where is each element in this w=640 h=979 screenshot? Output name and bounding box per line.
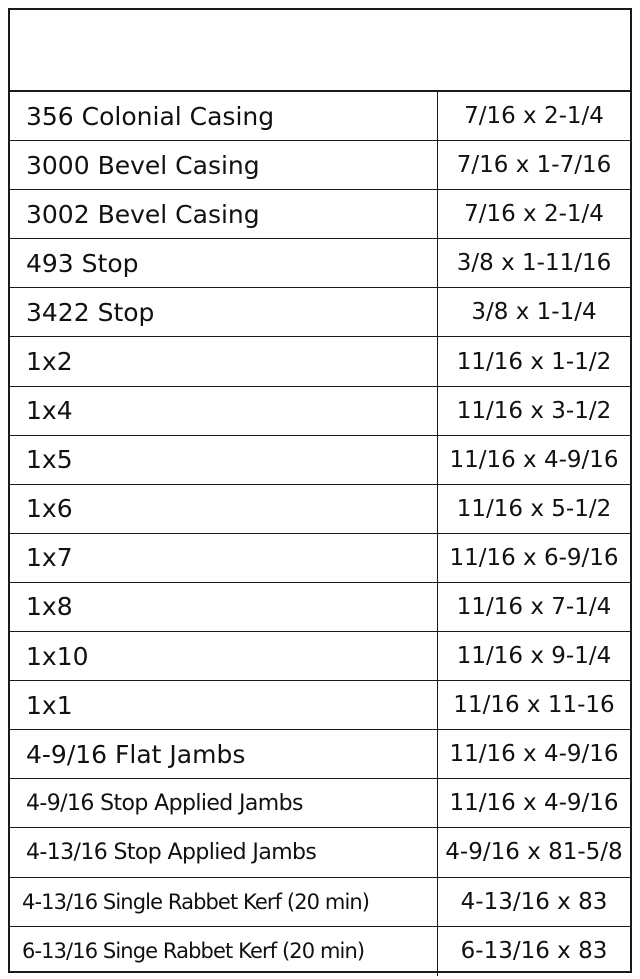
table-header-cell (10, 10, 630, 92)
item-size-cell: 11/16 x 7-1/4 (456, 593, 612, 620)
item-name-cell: 1x4 (10, 387, 438, 435)
item-name-cell: 356 Colonial Casing (10, 92, 438, 140)
item-size-cell: 11/16 x 9-1/4 (456, 643, 612, 670)
item-size-cell: 11/16 x 5-1/2 (456, 495, 612, 522)
item-size-cell: 11/16 x 1-1/2 (456, 348, 612, 375)
table-row (10, 288, 630, 337)
table-row (10, 681, 630, 730)
table-row (10, 387, 630, 436)
item-name-cell: 1x10 (10, 632, 438, 680)
item-name-cell: 1x8 (10, 583, 438, 631)
item-name-cell: 1x1 (10, 681, 438, 729)
table-row (10, 779, 630, 828)
item-name-cell: 1x6 (10, 485, 438, 533)
table-row (10, 828, 630, 877)
table-row (10, 730, 630, 779)
item-size-cell: 3/8 x 1-11/16 (456, 250, 612, 277)
table-row (10, 632, 630, 681)
table-row (10, 878, 630, 927)
table-row (10, 534, 630, 583)
item-size-cell: 3/8 x 1-1/4 (471, 299, 597, 326)
table-row (10, 927, 630, 976)
table-row (10, 436, 630, 485)
item-size-cell: 11/16 x 4-9/16 (449, 741, 619, 768)
item-name-cell: 4-9/16 Flat Jambs (10, 730, 438, 778)
table-row (10, 583, 630, 632)
table-row (10, 141, 630, 190)
table-row (10, 92, 630, 141)
item-name-cell: 4-13/16 Stop Applied Jambs (10, 828, 438, 876)
item-name-cell: 4-9/16 Stop Applied Jambs (10, 779, 438, 827)
item-name-cell: 1x5 (10, 436, 438, 484)
item-size-cell: 11/16 x 11-16 (453, 692, 615, 719)
item-name-cell: 4-13/16 Single Rabbet Kerf (20 min) (10, 878, 438, 926)
item-name-cell: 6-13/16 Singe Rabbet Kerf (20 min) (10, 927, 438, 976)
table-row (10, 190, 630, 239)
item-size-cell: 6-13/16 x 83 (460, 938, 608, 965)
item-name-cell: 3000 Bevel Casing (10, 141, 438, 189)
item-size-cell: 11/16 x 4-9/16 (449, 790, 619, 817)
item-name-cell: 3002 Bevel Casing (10, 190, 438, 238)
table-row (10, 337, 630, 386)
item-size-cell: 4-13/16 x 83 (460, 888, 608, 915)
item-size-cell: 11/16 x 4-9/16 (449, 446, 619, 473)
item-size-cell: 7/16 x 1-7/16 (456, 152, 612, 179)
table-row (10, 239, 630, 288)
table-row (10, 485, 630, 534)
trim-dimensions-table (8, 8, 632, 973)
item-size-cell: 7/16 x 2-1/4 (464, 201, 604, 228)
item-size-cell: 11/16 x 6-9/16 (449, 544, 619, 571)
item-name-cell: 493 Stop (10, 239, 438, 287)
item-size-cell: 7/16 x 2-1/4 (464, 103, 604, 130)
item-name-cell: 1x2 (10, 337, 438, 385)
item-name-cell: 1x7 (10, 534, 438, 582)
item-size-cell: 11/16 x 3-1/2 (456, 397, 612, 424)
item-name-cell: 3422 Stop (10, 288, 438, 336)
item-size-cell: 4-9/16 x 81-5/8 (445, 839, 623, 866)
